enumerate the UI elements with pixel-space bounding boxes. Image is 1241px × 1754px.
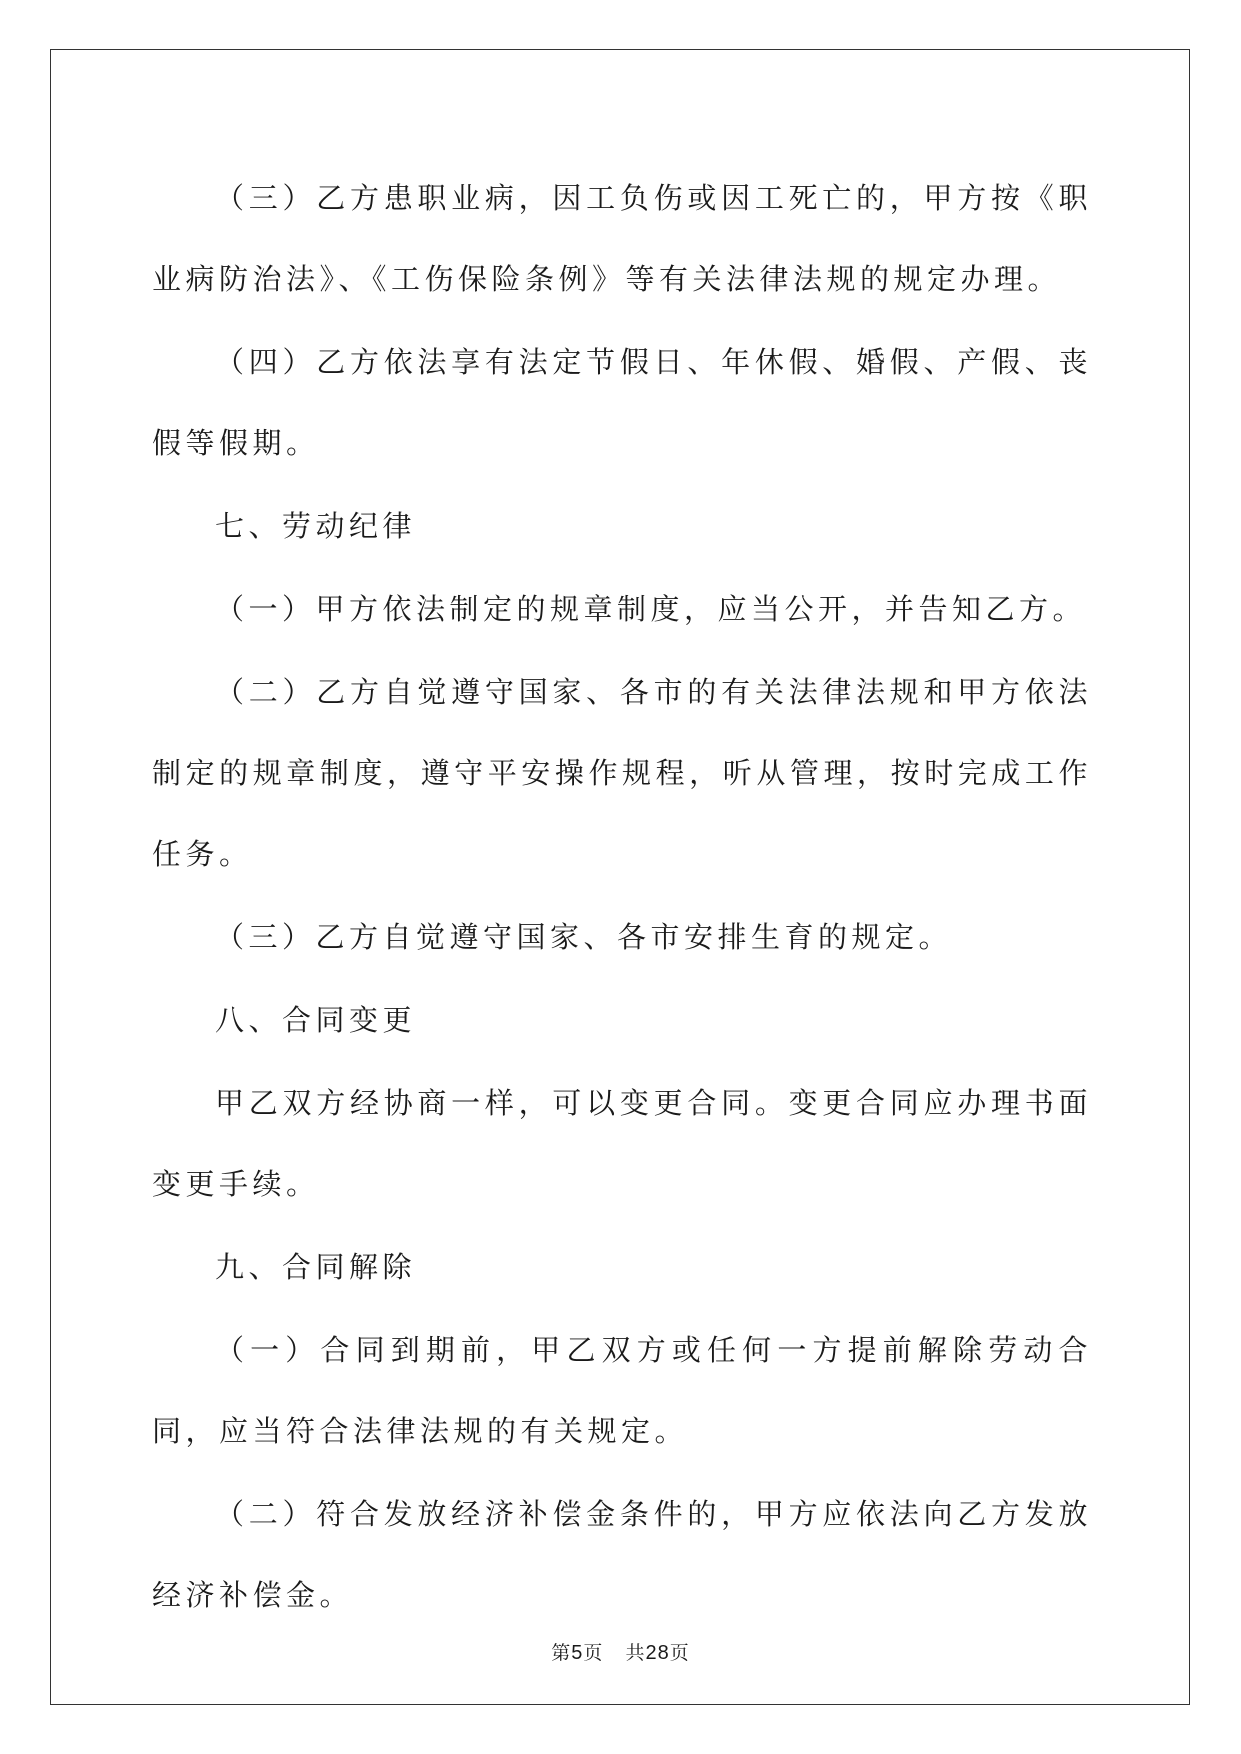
paragraph-early-termination: （一）合同到期前，甲乙双方或任何一方提前解除劳动合同，应当符合法律法规的有关规定。 xyxy=(152,1333,1092,1448)
paragraph-rules-public: （一）甲方依法制定的规章制度，应当公开，并告知乙方。 xyxy=(215,592,1087,626)
paragraph-change-procedure: 甲乙双方经协商一样，可以变更合同。变更合同应办理书面变更手续。 xyxy=(152,1086,1092,1201)
paragraph-obey-laws: （二）乙方自觉遵守国家、各市的有关法律法规和甲方依法制定的规章制度，遵守平安操作规程，听从管理，按时完成工作任务。 xyxy=(152,675,1092,871)
paragraph-family-planning: （三）乙方自觉遵守国家、各市安排生育的规定。 xyxy=(215,920,953,954)
page-footer xyxy=(0,1638,1241,1665)
page-suffix: 页 xyxy=(583,1642,604,1664)
total-prefix: 共 xyxy=(625,1642,646,1664)
page-number: 5 xyxy=(571,1642,584,1664)
page-prefix: 第 xyxy=(551,1642,572,1664)
paragraph-holidays: （四）乙方依法享有法定节假日、年休假、婚假、产假、丧假等假期。 xyxy=(152,345,1092,460)
paragraph-occupational-disease: （三）乙方患职业病，因工负伤或因工死亡的，甲方按《职业病防治法》、《工伤保险条例》等有关法律法规的规定办理。 xyxy=(152,181,1092,296)
section-heading-labor-discipline: 七、劳动纪律 xyxy=(215,509,417,543)
total-suffix: 页 xyxy=(669,1642,690,1664)
section-heading-contract-change: 八、合同变更 xyxy=(215,1003,417,1037)
section-heading-contract-termination: 九、合同解除 xyxy=(215,1250,417,1284)
total-pages: 28 xyxy=(645,1642,670,1664)
paragraph-compensation: （二）符合发放经济补偿金条件的，甲方应依法向乙方发放经济补偿金。 xyxy=(152,1497,1092,1612)
document-body xyxy=(152,158,1092,1638)
